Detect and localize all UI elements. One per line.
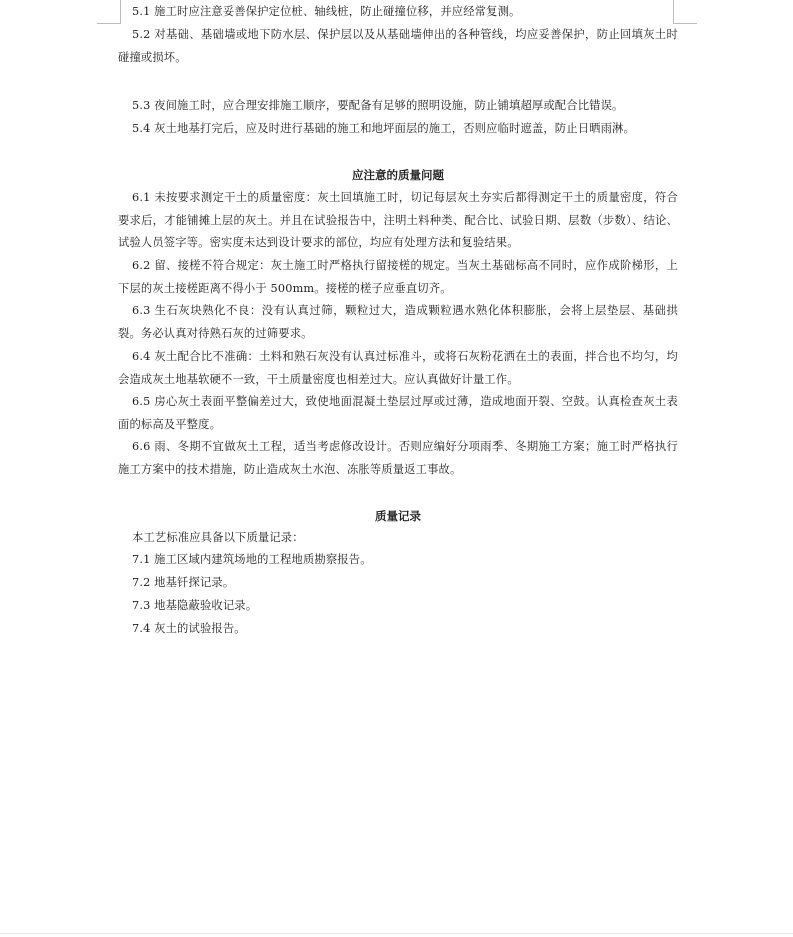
clause-6-5: 6.5 房心灰土表面平整偏差过大，致使地面混凝土垫层过厚或过薄，造成地面开裂、空鼓。认真检查灰土表面的标高及平整度。 xyxy=(118,395,678,431)
clause-5-3: 5.3 夜间施工时，应合理安排施工顺序，要配备有足够的照明设施，防止铺填超厚或配合比错误。 xyxy=(132,99,624,112)
section-heading-quality-issues: 应注意的质量问题 xyxy=(352,168,444,182)
record-7-1: 7.1 施工区域内建筑场地的工程地质勘察报告。 xyxy=(132,553,372,566)
clause-5-1: 5.1 施工时应注意妥善保护定位桩、轴线桩，防止碰撞位移，并应经常复测。 xyxy=(132,5,521,18)
clause-5-2: 5.2 对基础、基础墙或地下防水层、保护层以及从基础墙伸出的各种管线，均应妥善保护，防止回填灰土时碰撞或损坏。 xyxy=(118,28,678,64)
record-7-4: 7.4 灰土的试验报告。 xyxy=(132,622,246,635)
page-bottom-edge xyxy=(0,933,793,934)
section-heading-quality-records: 质量记录 xyxy=(375,509,421,523)
clause-5-4: 5.4 灰土地基打完后，应及时进行基础的施工和地坪面层的施工，否则应临时遮盖，防止日晒雨淋。 xyxy=(132,122,635,135)
clause-6-2: 6.2 留、接槎不符合规定：灰土施工时严格执行留接槎的规定。当灰土基础标高不同时，应作成阶梯形，上下层的灰土接槎距离不得小于 500mm。接槎的槎子应垂直切齐。 xyxy=(118,259,678,295)
clause-6-3: 6.3 生石灰块熟化不良：没有认真过筛，颗粒过大，造成颗粒遇水熟化体积膨胀，会将上层垫层、基础拱裂。务必认真对待熟石灰的过筛要求。 xyxy=(118,304,678,340)
clause-6-6: 6.6 雨、冬期不宜做灰土工程，适当考虑修改设计。否则应编好分项雨季、冬期施工方案；施工时严格执行施工方案中的技术措施，防止造成灰土水泡、冻胀等质量返工事故。 xyxy=(118,440,678,476)
record-7-3: 7.3 地基隐蔽验收记录。 xyxy=(132,599,258,612)
record-7-2: 7.2 地基钎探记录。 xyxy=(132,576,235,589)
records-intro: 本工艺标准应具备以下质量记录： xyxy=(132,531,304,544)
clause-6-4: 6.4 灰土配合比不准确：土料和熟石灰没有认真过标准斗，或将石灰粉花洒在土的表面，拌合也不均匀，均会造成灰土地基软硬不一致，干土质量密度也相差过大。应认真做好计量工作。 xyxy=(118,350,678,386)
clause-6-1: 6.1 未按要求测定干土的质量密度：灰土回填施工时，切记每层灰土夯实后都得测定干土的质量密度，符合要求后，才能铺摊上层的灰土。并且在试验报告中，注明土料种类、配合比、试验日期、层数（步数）、结论、试验人员签字等。密实度未达到设计要求的部位，均应有处理方法和复验结果。 xyxy=(118,191,678,250)
